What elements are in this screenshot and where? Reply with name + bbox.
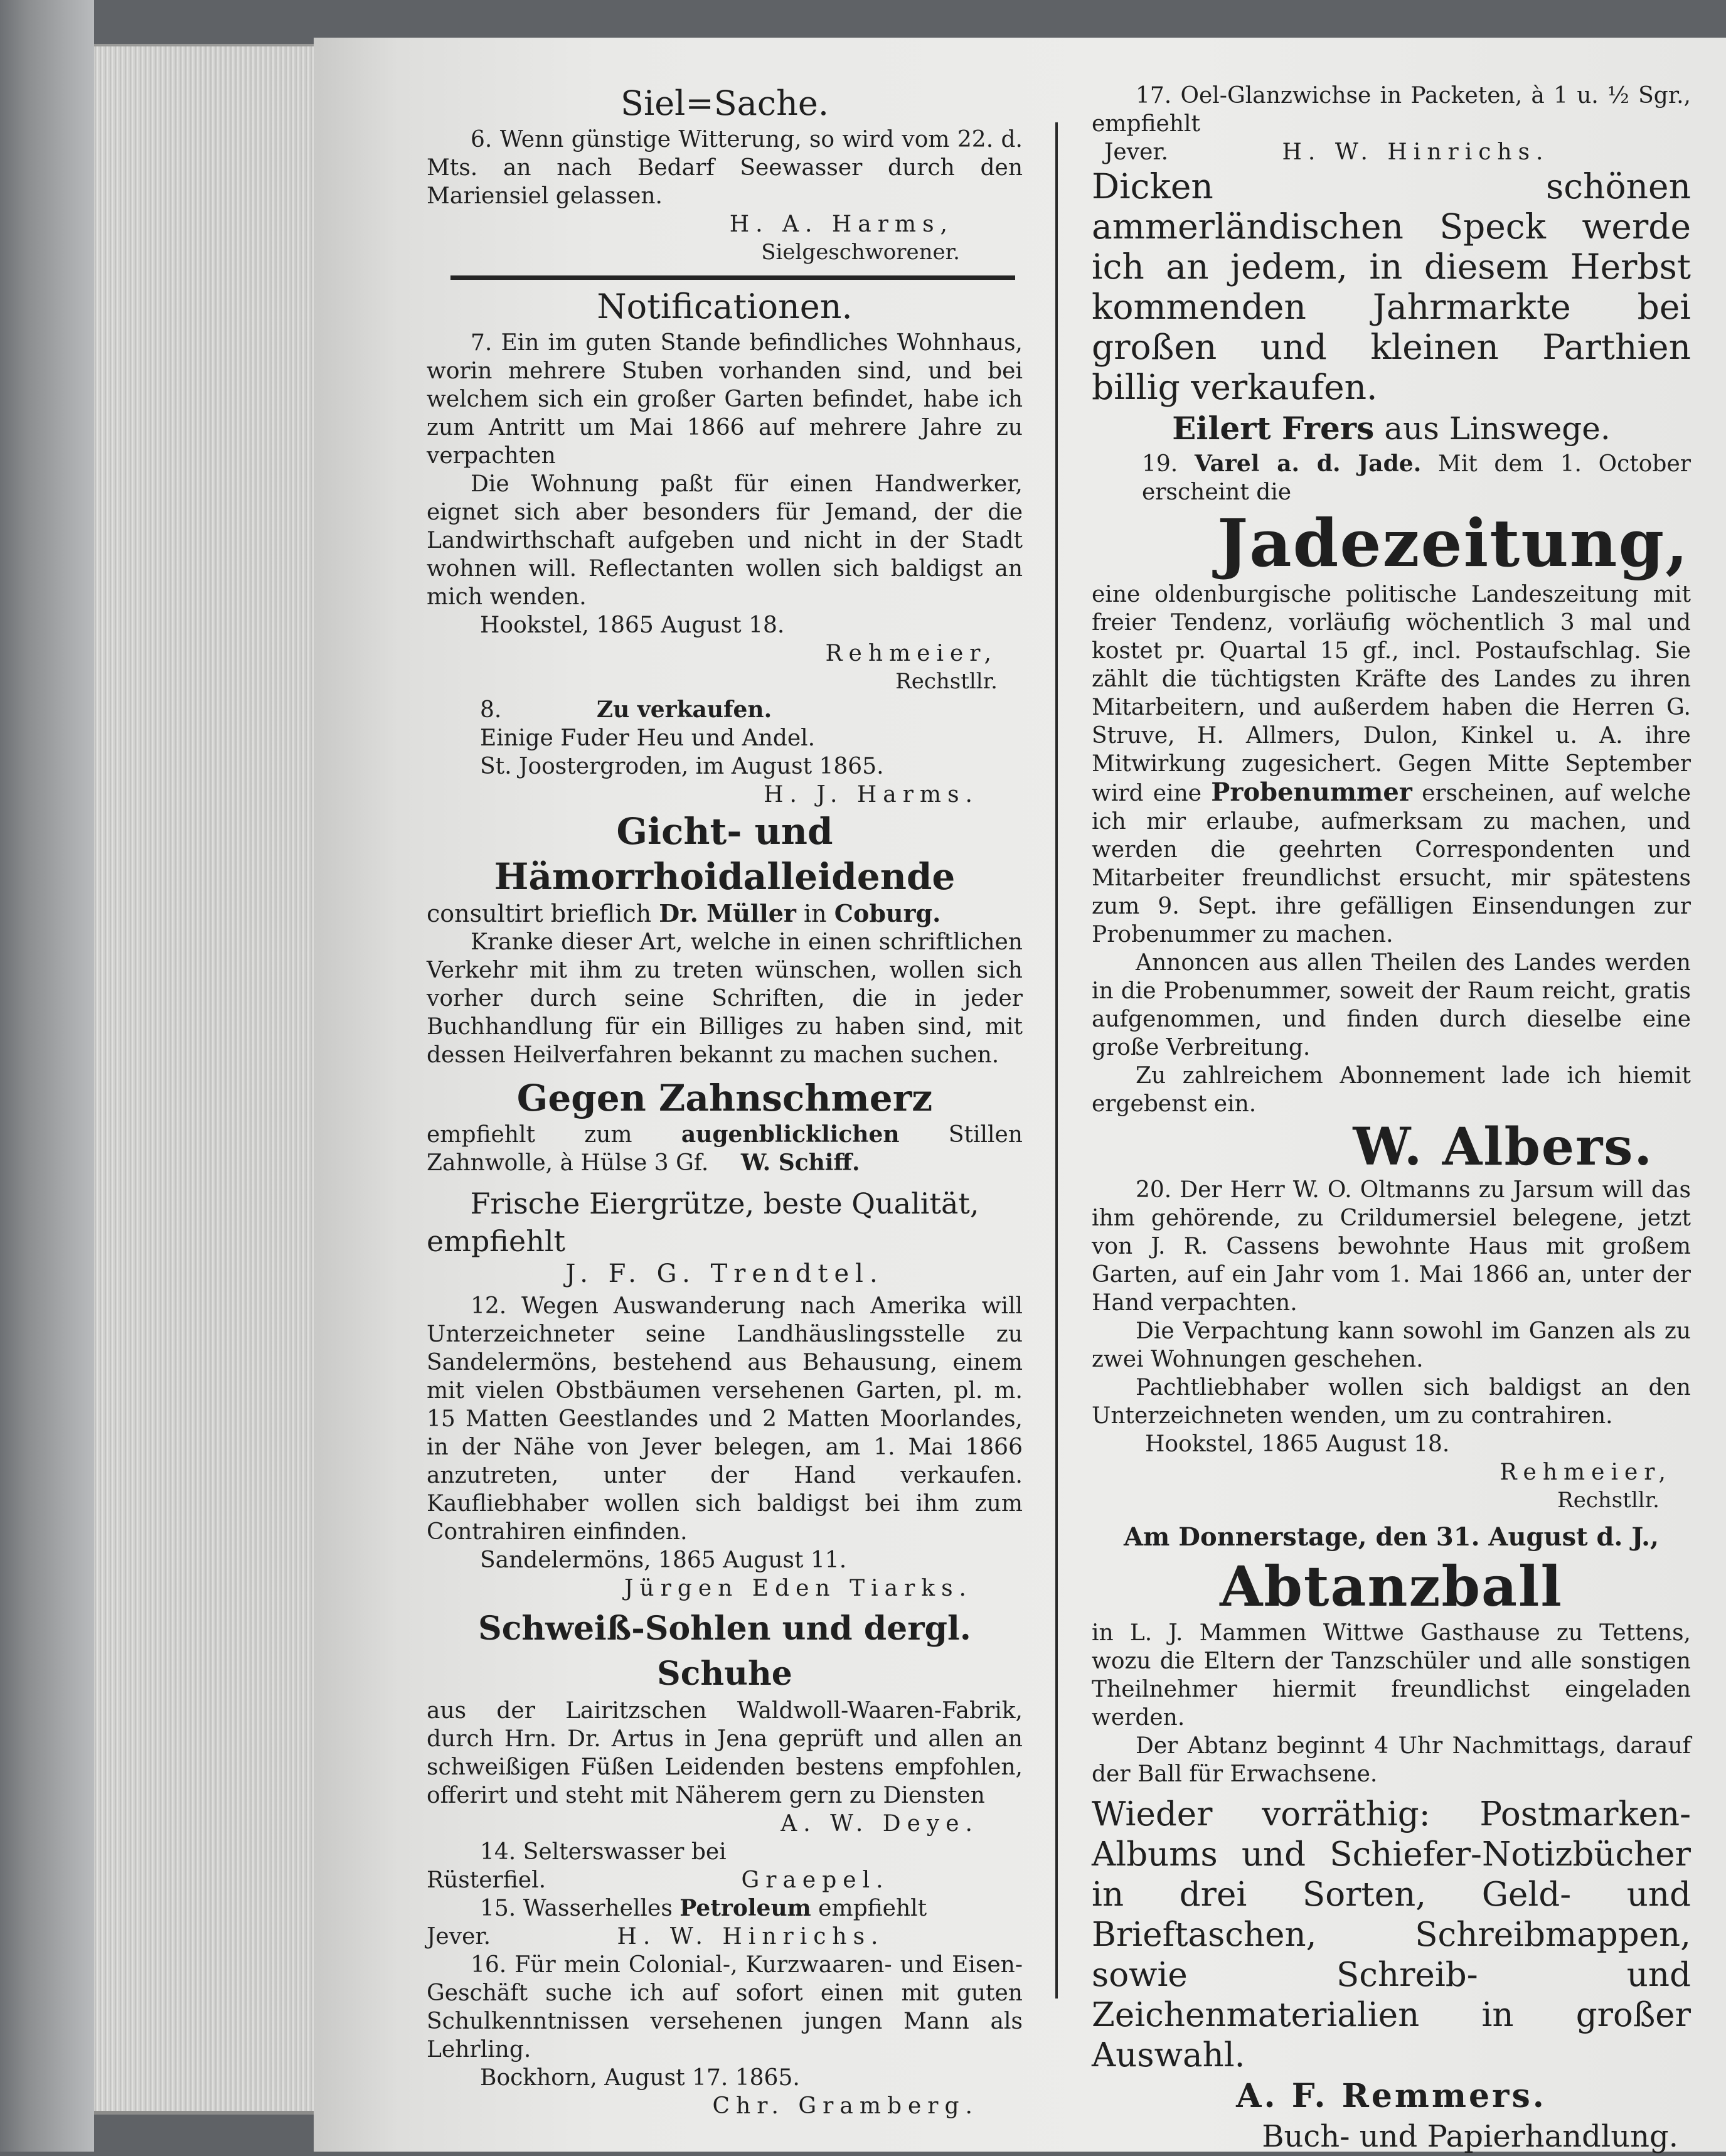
left-column (427, 82, 1023, 2120)
notice-15-signature: H. W. Hinrichs. (617, 1924, 885, 1950)
notice-19-body-2: erscheinen, auf welche ich mir erlaube, aufmerksam zu machen, und werden die geehrten Correspondenten und Mitarbeiter freundlichst ersucht, mir spätestens zum 9. Sept. ihre gefälligen Einsendungen zur Probenummer zu machen. (1092, 781, 1691, 947)
speck-signature-line (1092, 407, 1691, 450)
gicht-heading: Gicht- und Hämorrhoidalleidende (494, 810, 956, 898)
notice-14-text: 14. Selterswasser bei (480, 1839, 727, 1865)
notificationen-title: Notificationen. (597, 287, 853, 326)
notice-8-date: St. Joostergroden, im August 1865. (480, 754, 884, 779)
siel-signature: H. A. Harms, (729, 211, 954, 237)
zahn-rest: Stillen Zahnwolle, à Hülse 3 Gf. (427, 1122, 1023, 1176)
gicht-place: Coburg. (834, 899, 941, 927)
notice-8-signature: H. J. Harms. (764, 782, 979, 808)
notice-19-annoncen: Annoncen aus allen Theilen des Landes werden in die Probenummer, soweit der Raum reicht, gratis aufgenommen, und finden durch dieselbe eine große Verbreitung. (1092, 950, 1691, 1060)
notice-20-signature-role: Rechstllr. (1557, 1488, 1659, 1513)
gicht-subline (427, 899, 1023, 928)
notice-16-text: 16. Für mein Colonial-, Kurzwaaren- und Eisen-Geschäft suche ich auf sofort einen mit guten Schulkenntnissen versehenen jungen Mann als Lehrling. (427, 1952, 1023, 2063)
notice-12-signature: Jürgen Eden Tiarks. (624, 1576, 972, 1601)
notice-15-text (427, 1894, 1023, 1923)
remmers-signature-role: Buch- und Papierhandlung. (1262, 2119, 1678, 2154)
notice-7-signature: Rehmeier, (825, 641, 998, 666)
notice-15-post: empfiehlt (818, 1896, 927, 1921)
notice-20-text-2: Die Verpachtung kann sowohl im Ganzen als zu zwei Wohnungen geschehen. (1092, 1318, 1691, 1372)
siel-notice: 6. Wenn günstige Witterung, so wird vom 22. d. Mts. an nach Bedarf Seewasser durch den Mariensiel gelassen. (427, 127, 1023, 209)
gicht-body: Kranke dieser Art, welche in einen schriftlichen Verkehr mit ihm zu treten wünschen, wollen sich vorher durch seine Schriften, die in jeder Buchhandlung für ein Billiges zu haben sind, mit dessen Heilverfahren bekannt zu machen suchen. (427, 929, 1023, 1068)
notice-19-number: 19. (1142, 451, 1178, 477)
notice-7-date: Hookstel, 1865 August 18. (480, 612, 785, 638)
notice-19-body (1092, 580, 1691, 949)
notice-16-signature: Chr. Gramberg. (712, 2093, 979, 2119)
schweiss-heading: Schweiß-Sohlen und dergl. Schuhe (478, 1609, 971, 1693)
notice-16-date: Bockhorn, August 17. 1865. (480, 2065, 800, 2091)
notice-20-text-3: Pachtliebhaber wollen sich baldigst an den Unterzeichneten wenden, um zu contrahiren. (1092, 1375, 1691, 1429)
remmers-signature: A. F. Remmers. (1236, 2077, 1547, 2115)
notice-14-place: Rüsterfiel. (427, 1867, 546, 1893)
notice-17-signature: H. W. Hinrichs. (1282, 139, 1550, 165)
albers-signature: W. Albers. (1353, 1117, 1653, 1177)
notice-19-body-1: eine oldenburgische politische Landeszeitung mit freier Tendenz, vorläufig wöchentlich 3 mal und kostet pr. Quartal 15 gf., incl. Postaufschlag. Sie zählt die tüchtigsten Kräfte des Landes zu ihren Mitarbeitern, und außerdem haben die Herren G. Struve, H. Allmers, Dulon, Kinkel u. A. ihre Mitwirkung zugesichert. Gegen Mitte September wird eine (1092, 582, 1691, 806)
book-edge (0, 0, 94, 2152)
ball-body-2: Der Abtanz beginnt 4 Uhr Nachmittags, darauf der Ball für Erwachsene. (1092, 1733, 1691, 1787)
speck-signature-rest: aus Linswege. (1384, 410, 1611, 447)
eier-signature: J. F. G. Trendtel. (565, 1259, 884, 1288)
notice-15-place-line (427, 1923, 1023, 1951)
notice-8-text: Einige Fuder Heu und Andel. (480, 725, 816, 751)
right-column (1092, 82, 1691, 2156)
notice-19-intro: Mit dem 1. October erscheint die (1142, 451, 1691, 505)
notice-17-place-line (1092, 138, 1691, 166)
notice-19-place: Varel a. d. Jade. (1194, 451, 1422, 477)
zahn-heading: Gegen Zahnschmerz (516, 1077, 933, 1119)
notice-15-pre: 15. Wasserhelles (480, 1896, 673, 1921)
notice-19-probenummer: Probenummer (1211, 777, 1412, 807)
ball-date: Am Donnerstage, den 31. August d. J., (1123, 1522, 1659, 1552)
jadezeitung-title: Jadezeitung, (1217, 504, 1690, 582)
abtanzball-title: Abtanzball (1220, 1554, 1563, 1619)
page-stack (94, 44, 320, 2115)
gicht-doctor: Dr. Müller (659, 899, 796, 927)
notice-15-petroleum: Petroleum (679, 1895, 811, 1921)
notice-17-place: Jever. (1104, 139, 1169, 165)
notice-8-title: Zu verkaufen. (596, 696, 772, 723)
notice-19-heading (1092, 450, 1691, 506)
siel-signature-role: Sielgeschworener. (761, 240, 960, 265)
notice-17-text: 17. Oel-Glanzwichse in Packeten, à 1 u. ½ Sgr., empfiehlt (1092, 83, 1691, 137)
schweiss-signature: A. W. Deye. (780, 1811, 979, 1837)
notice-8-heading (427, 696, 1023, 724)
zahn-body (427, 1121, 1023, 1177)
notice-20-text: 20. Der Herr W. O. Oltmanns zu Jarsum will das ihm gehörende, zu Crildumersiel belegene, jetzt von J. R. Cassens bewohnte Haus mit großem Garten, auf ein Jahr vom 1. Mai 1866 an, unter der Hand verpachten. (1092, 1177, 1691, 1316)
wieder-advert: Wieder vorräthig: Postmarken-Albums und Schiefer-Notizbücher in drei Sorten, Geld- und Brieftaschen, Schreibmappen, sowie Schreib- und Zeichenmaterialien in großer Auswahl. (1092, 1795, 1691, 2074)
speck-advert: Dicken schönen ammerländischen Speck werde ich an jedem, in diesem Herbst kommenden Jahrmarkte bei großen und kleinen Parthien billig verkaufen. (1092, 166, 1691, 407)
notice-15-place: Jever. (427, 1924, 491, 1950)
schweiss-body: aus der Lairitzschen Waldwoll-Waaren-Fabrik, durch Hrn. Dr. Artus in Jena geprüft und allen an schweißigen Füßen Leidenden bestens empfohlen, offerirt und steht mit Näherem gern zu Diensten (427, 1698, 1023, 1808)
notice-14-signature: Graepel. (741, 1867, 890, 1893)
eier-line: Frische Eiergrütze, beste Qualität, empfiehlt (427, 1187, 979, 1258)
gicht-subline-mid: in (804, 900, 827, 927)
notice-20-signature: Rehmeier, (1500, 1460, 1672, 1485)
notice-7-signature-role: Rechstllr. (895, 669, 998, 694)
column-divider (1055, 122, 1058, 1999)
notice-7-text: 7. Ein im guten Stande befindliches Wohnhaus, worin mehrere Stuben vorhanden sind, und bei welchem sich ein großer Garten befindet, habe ich zum Antritt um Mai 1866 auf mehrere Jahre zu verpachten (427, 330, 1023, 469)
siel-title: Siel=Sache. (620, 83, 829, 123)
notice-20-date: Hookstel, 1865 August 18. (1145, 1431, 1450, 1457)
zahn-pre: empfiehlt zum (427, 1122, 632, 1148)
zahn-bold: augenblicklichen (681, 1121, 900, 1148)
notice-12-text: 12. Wegen Auswanderung nach Amerika will Unterzeichneter seine Landhäuslingsstelle zu Sandelermöns, bestehend aus Behausung, einem mit vielen Obstbäumen versehenen Garten, pl. m. 15 Matten Geestlandes und 2 Matten Moorlandes, in der Nähe von Jever belegen, am 1. Mai 1866 anzutreten, unter der Hand verkaufen. Kaufliebhaber wollen sich baldigst bei ihm zum Contrahiren einfinden. (427, 1293, 1023, 1545)
notice-12-date: Sandelermöns, 1865 August 11. (480, 1547, 847, 1573)
notice-8-number: 8. (480, 697, 502, 723)
ball-body: in L. J. Mammen Wittwe Gasthause zu Tettens, wozu die Eltern der Tanzschüler und alle sonstigen Theilnehmer hiermit freundlichst eingeladen werden. (1092, 1620, 1691, 1731)
zahn-signature: W. Schiff. (740, 1150, 860, 1176)
notice-19-abonnement: Zu zahlreichem Abonnement lade ich hiemit ergebenst ein. (1092, 1063, 1691, 1117)
notice-7-text-2: Die Wohnung paßt für einen Handwerker, eignet sich aber besonders für Jemand, der die Landwirthschaft aufgeben und nicht in der Stadt wohnen will. Reflectanten wollen sich baldigst an mich wenden. (427, 471, 1023, 610)
speck-signature-name: Eilert Frers (1172, 410, 1375, 447)
gicht-subline-pre: consultirt brieflich (427, 900, 652, 927)
notice-14-place-line (427, 1866, 1023, 1894)
section-rule (450, 275, 1015, 280)
